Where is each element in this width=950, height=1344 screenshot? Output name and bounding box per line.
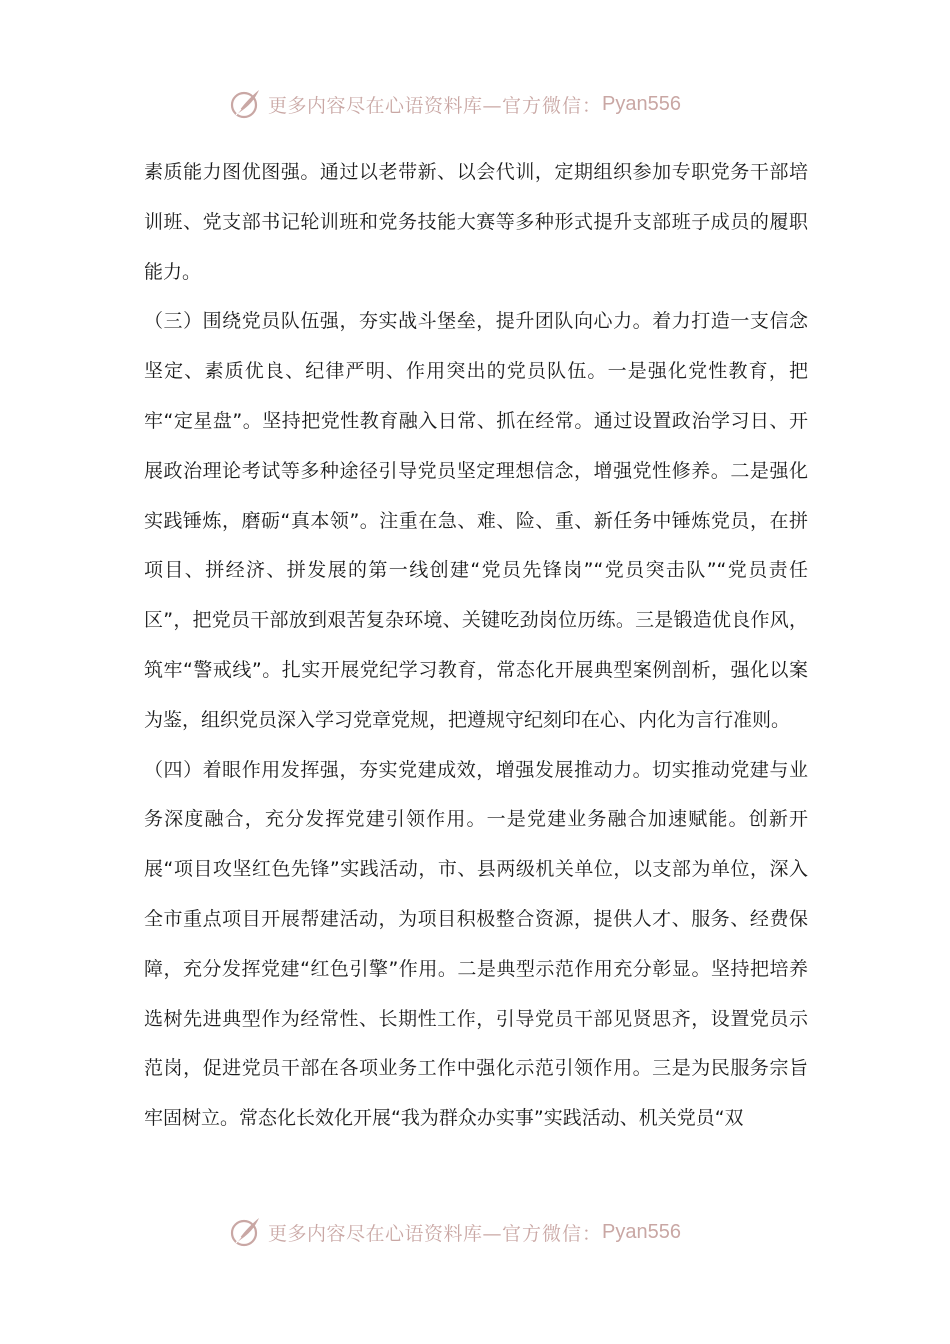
paragraph: 素质能力图优图强。通过以老带新、以会代训，定期组织参加专职党务干部培训班、党支部书记轮训班和党务技能大赛等多种形式提升支部班子成员的履职能力。 (144, 161, 808, 283)
paragraph: （四）着眼作用发挥强，夯实党建成效，增强发展推动力。切实推动党建与业务深度融合，充分发挥党建引领作用。一是党建业务融合加速赋能。创新开展“项目攻坚红色先锋”实践活动，市、县两级机关单位，以支部为单位，深入全市重点项目开展帮建活动，为项目积极整合资源，提供人才、服务、经费保障，充分发挥党建“红色引擎”作用。二是典型示范作用充分彰显。坚持把培养选树先进典型作为经常性、长期性工作，引导党员干部见贤思齐，设置党员示范岗，促进党员干部在各项业务工作中强化示范引领作用。三是为民服务宗旨牢固树立。常态化长效化开展“我为群众办实事”实践活动、机关党员“双 (144, 758, 808, 1130)
watermark-wechat-label: 官方微信： (502, 1222, 603, 1245)
watermark-wechat-id: Pyan556 (602, 92, 681, 115)
watermark-slogan: 更多内容尽在心语资料库— (268, 94, 503, 117)
document-body (144, 148, 808, 1144)
quill-pen-logo-icon (228, 87, 262, 121)
quill-pen-logo-icon (228, 1215, 262, 1249)
paragraph: （三）围绕党员队伍强，夯实战斗堡垒，提升团队向心力。着力打造一支信念坚定、素质优良、纪律严明、作用突出的党员队伍。一是强化党性教育，把牢“定星盘”。坚持把党性教育融入日常、抓在经常。通过设置政治学习日、开展政治理论考试等多种途径引导党员坚定理想信念，增强党性修养。二是强化实践锤炼，磨砺“真本领”。注重在急、难、险、重、新任务中锤炼党员，在拼项目、拼经济、拼发展的第一线创建“党员先锋岗”“党员突击队”“党员责任区”，把党员干部放到艰苦复杂环境、关键吃劲岗位历练。三是锻造优良作风，筑牢“警戒线”。扎实开展党纪学习教育，常态化开展典型案例剖析，强化以案为鉴，组织党员深入学习党章党规，把遵规守纪刻印在心、内化为言行准则。 (144, 310, 808, 731)
header-watermark (228, 84, 748, 124)
footer-watermark (228, 1212, 748, 1252)
watermark-slogan: 更多内容尽在心语资料库— (268, 1222, 503, 1245)
watermark-wechat-label: 官方微信： (502, 94, 603, 117)
watermark-wechat-id: Pyan556 (602, 1220, 681, 1243)
